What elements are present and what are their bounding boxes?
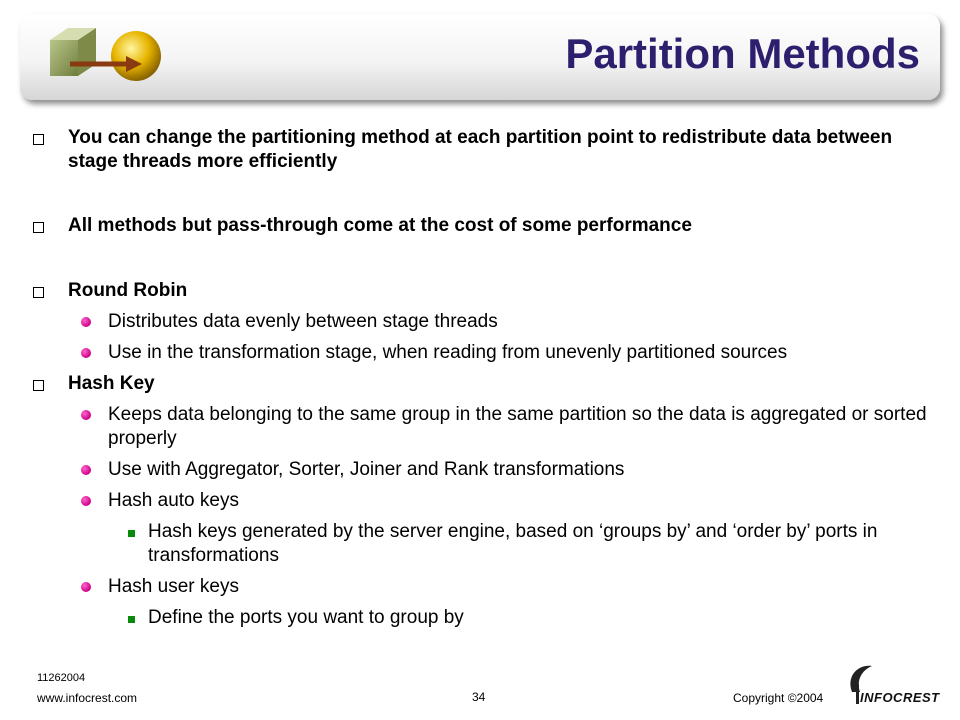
copyright-text: Copyright ©2004 <box>733 691 824 705</box>
page-number: 34 <box>472 690 486 704</box>
hollow-square-bullet-icon <box>33 380 44 391</box>
bullet-item <box>30 279 930 303</box>
slide-title: Partition Methods <box>565 30 920 77</box>
bullet-item <box>30 606 930 630</box>
bullet-item <box>30 520 930 568</box>
bullet-text: Hash Key <box>68 373 155 394</box>
bullet-text: All methods but pass-through come at the cost of some performance <box>68 215 692 236</box>
bullet-text: Round Robin <box>68 280 188 301</box>
magenta-circle-bullet-icon <box>81 410 91 420</box>
bullet-list <box>30 126 930 630</box>
bullet-text: Use with Aggregator, Sorter, Joiner and Rank transformations <box>108 459 625 480</box>
bullet-item <box>30 214 930 238</box>
bullet-item <box>30 489 930 513</box>
hollow-square-bullet-icon <box>33 222 44 233</box>
bullet-item <box>30 458 930 482</box>
bullet-text: Use in the transformation stage, when reading from unevenly partitioned sources <box>108 342 788 363</box>
green-square-bullet-icon <box>128 530 135 537</box>
bullet-text: Define the ports you want to group by <box>148 607 464 628</box>
bullet-text: Distributes data evenly between stage threads <box>108 311 498 332</box>
hollow-square-bullet-icon <box>33 134 44 145</box>
cube-arrow-sphere-icon <box>38 18 168 98</box>
hollow-square-bullet-icon <box>33 287 44 298</box>
bullet-item <box>30 575 930 599</box>
bullet-item <box>30 126 930 174</box>
magenta-circle-bullet-icon <box>81 465 91 475</box>
magenta-circle-bullet-icon <box>81 496 91 506</box>
magenta-circle-bullet-icon <box>81 317 91 327</box>
bullet-text: Hash keys generated by the server engine, based on ‘groups by’ and ‘order by’ ports in transformations <box>148 521 878 566</box>
bullet-item <box>30 341 930 365</box>
brand-name: INFOCREST <box>860 690 940 705</box>
bullet-item <box>30 372 930 396</box>
green-square-bullet-icon <box>128 616 135 623</box>
footer-url: www.infocrest.com <box>37 691 138 705</box>
magenta-circle-bullet-icon <box>81 582 91 592</box>
bullet-text: Hash user keys <box>108 576 239 597</box>
bullet-text: You can change the partitioning method at each partition point to redistribute data between stage threads more efficiently <box>68 127 893 172</box>
footer-date: 11262004 <box>37 672 86 684</box>
bullet-item <box>30 403 930 451</box>
bullet-item <box>30 310 930 334</box>
bullet-text: Hash auto keys <box>108 490 239 511</box>
magenta-circle-bullet-icon <box>81 348 91 358</box>
bullet-text: Keeps data belonging to the same group in the same partition so the data is aggregated or sorted properly <box>108 404 927 449</box>
